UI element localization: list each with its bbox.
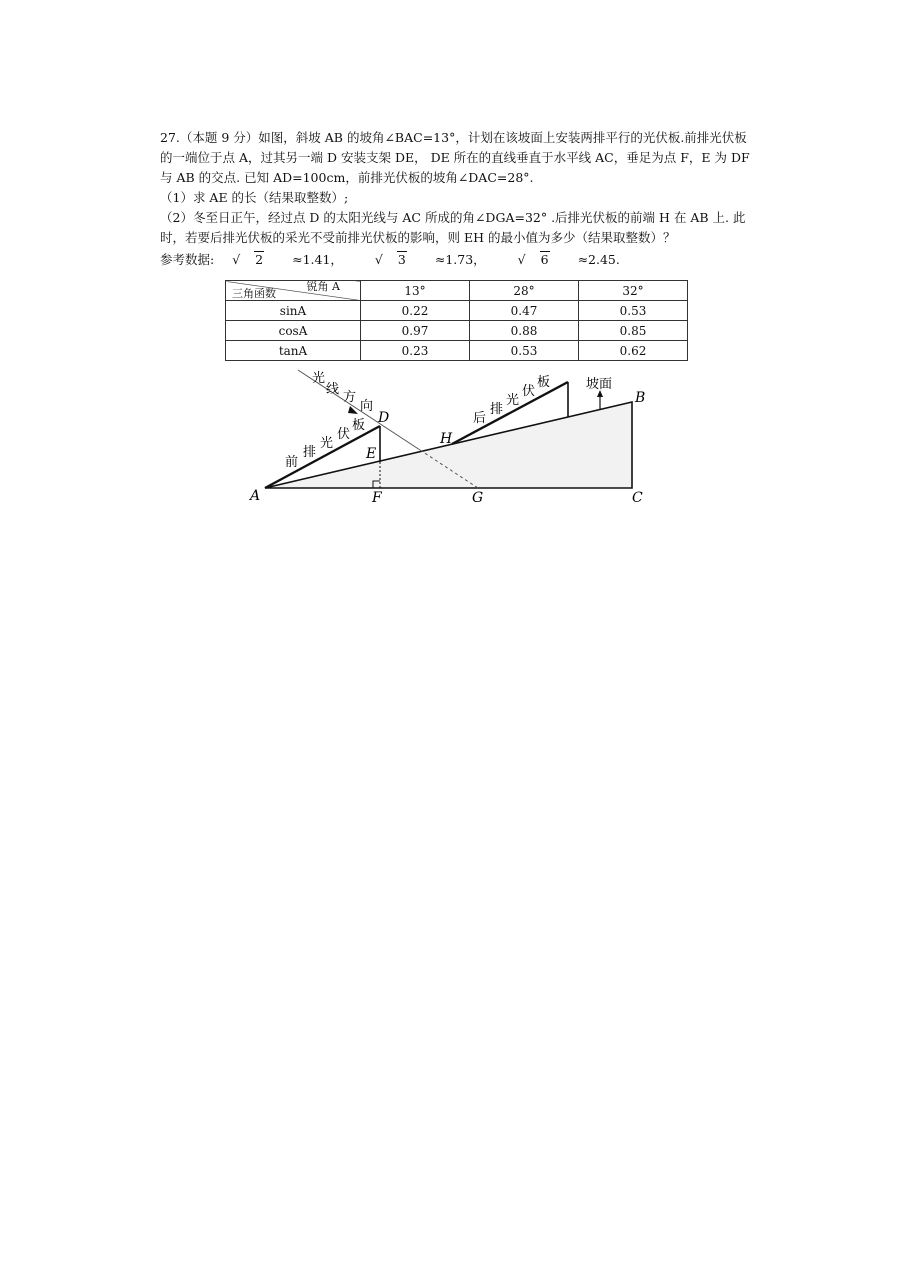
- reference-sqrt2: √ 2 ≈1.41，: [232, 252, 343, 267]
- light-arrow-icon: [348, 406, 358, 414]
- table-cell: 0.47: [470, 301, 579, 321]
- back-panel-char-4: 伏: [522, 384, 536, 399]
- reference-data: [160, 250, 648, 270]
- table-cell: 0.22: [361, 301, 470, 321]
- table-cell: 0.53: [579, 301, 688, 321]
- table-row: [226, 321, 688, 341]
- table-row: [226, 301, 688, 321]
- back-panel-char-1: 后: [473, 411, 487, 426]
- trig-table: [225, 280, 688, 361]
- light-char-1: 光: [312, 371, 326, 386]
- table-cell: 0.62: [579, 341, 688, 361]
- row-name-sin: sinA: [226, 301, 361, 321]
- table-row: [226, 341, 688, 361]
- reference-sqrt3: √ 3 ≈1.73，: [374, 252, 486, 267]
- problem-text: [160, 128, 760, 248]
- problem-line-3: 与 AB 的交点. 已知 AD=100cm，前排光伏板的坡角∠DAC=28°.: [160, 170, 534, 185]
- angle-header-28: 28°: [470, 281, 579, 301]
- table-cell: 0.23: [361, 341, 470, 361]
- table-cell: 0.88: [470, 321, 579, 341]
- slope-label: 坡面: [586, 377, 613, 392]
- table-cell: 0.97: [361, 321, 470, 341]
- angle-header-13: 13°: [361, 281, 470, 301]
- front-panel-char-5: 板: [352, 418, 366, 433]
- point-g: G: [472, 490, 484, 506]
- point-b: B: [635, 390, 646, 406]
- question-2-line-2: 时，若要后排光伏板的采光不受前排光伏板的影响，则 EH 的最小值为多少（结果取整数）？: [160, 230, 676, 245]
- light-char-4: 向: [360, 399, 374, 414]
- reference-sqrt6: √ 6 ≈2.45.: [517, 252, 620, 267]
- problem-line-2: 的一端位于点 A，过其另一端 D 安装支架 DE， DE 所在的直线垂直于水平线 AC，垂足为点 F，E 为 DF: [160, 150, 750, 165]
- front-panel-char-2: 排: [303, 445, 317, 460]
- light-char-2: 线: [326, 382, 340, 397]
- row-name-cos: cosA: [226, 321, 361, 341]
- back-panel-char-5: 板: [537, 375, 551, 390]
- point-h: H: [440, 431, 453, 447]
- table-corner-cell: [226, 281, 361, 301]
- point-d: D: [378, 410, 390, 426]
- table-cell: 0.53: [470, 341, 579, 361]
- corner-angle-label: 锐角 A: [306, 280, 340, 293]
- front-panel-char-3: 光: [320, 436, 334, 451]
- point-a: A: [250, 488, 261, 504]
- point-c: C: [632, 490, 643, 506]
- back-panel-char-2: 排: [490, 402, 504, 417]
- back-panel-char-3: 光: [506, 393, 520, 408]
- row-name-tan: tanA: [226, 341, 361, 361]
- angle-header-32: 32°: [579, 281, 688, 301]
- question-1: （1）求 AE 的长（结果取整数）;: [160, 190, 349, 205]
- light-char-3: 方: [343, 390, 357, 405]
- table-header-row: [226, 281, 688, 301]
- reference-label: 参考数据:: [160, 252, 215, 267]
- geometry-figure: [240, 362, 660, 512]
- point-f: F: [372, 490, 382, 506]
- point-e: E: [366, 446, 377, 462]
- question-2-line-1: （2）冬至日正午，经过点 D 的太阳光线与 AC 所成的角∠DGA=32° .后排光伏板的前端 H 在 AB 上. 此: [160, 210, 746, 225]
- front-panel-char-1: 前: [285, 455, 299, 470]
- front-panel-char-4: 伏: [337, 427, 351, 442]
- problem-line-1: 27.（本题 9 分）如图，斜坡 AB 的坡角∠BAC=13°，计划在该坡面上安装两排平行的光伏板.前排光伏板: [160, 130, 747, 145]
- table-cell: 0.85: [579, 321, 688, 341]
- corner-function-label: 三角函数: [232, 287, 276, 300]
